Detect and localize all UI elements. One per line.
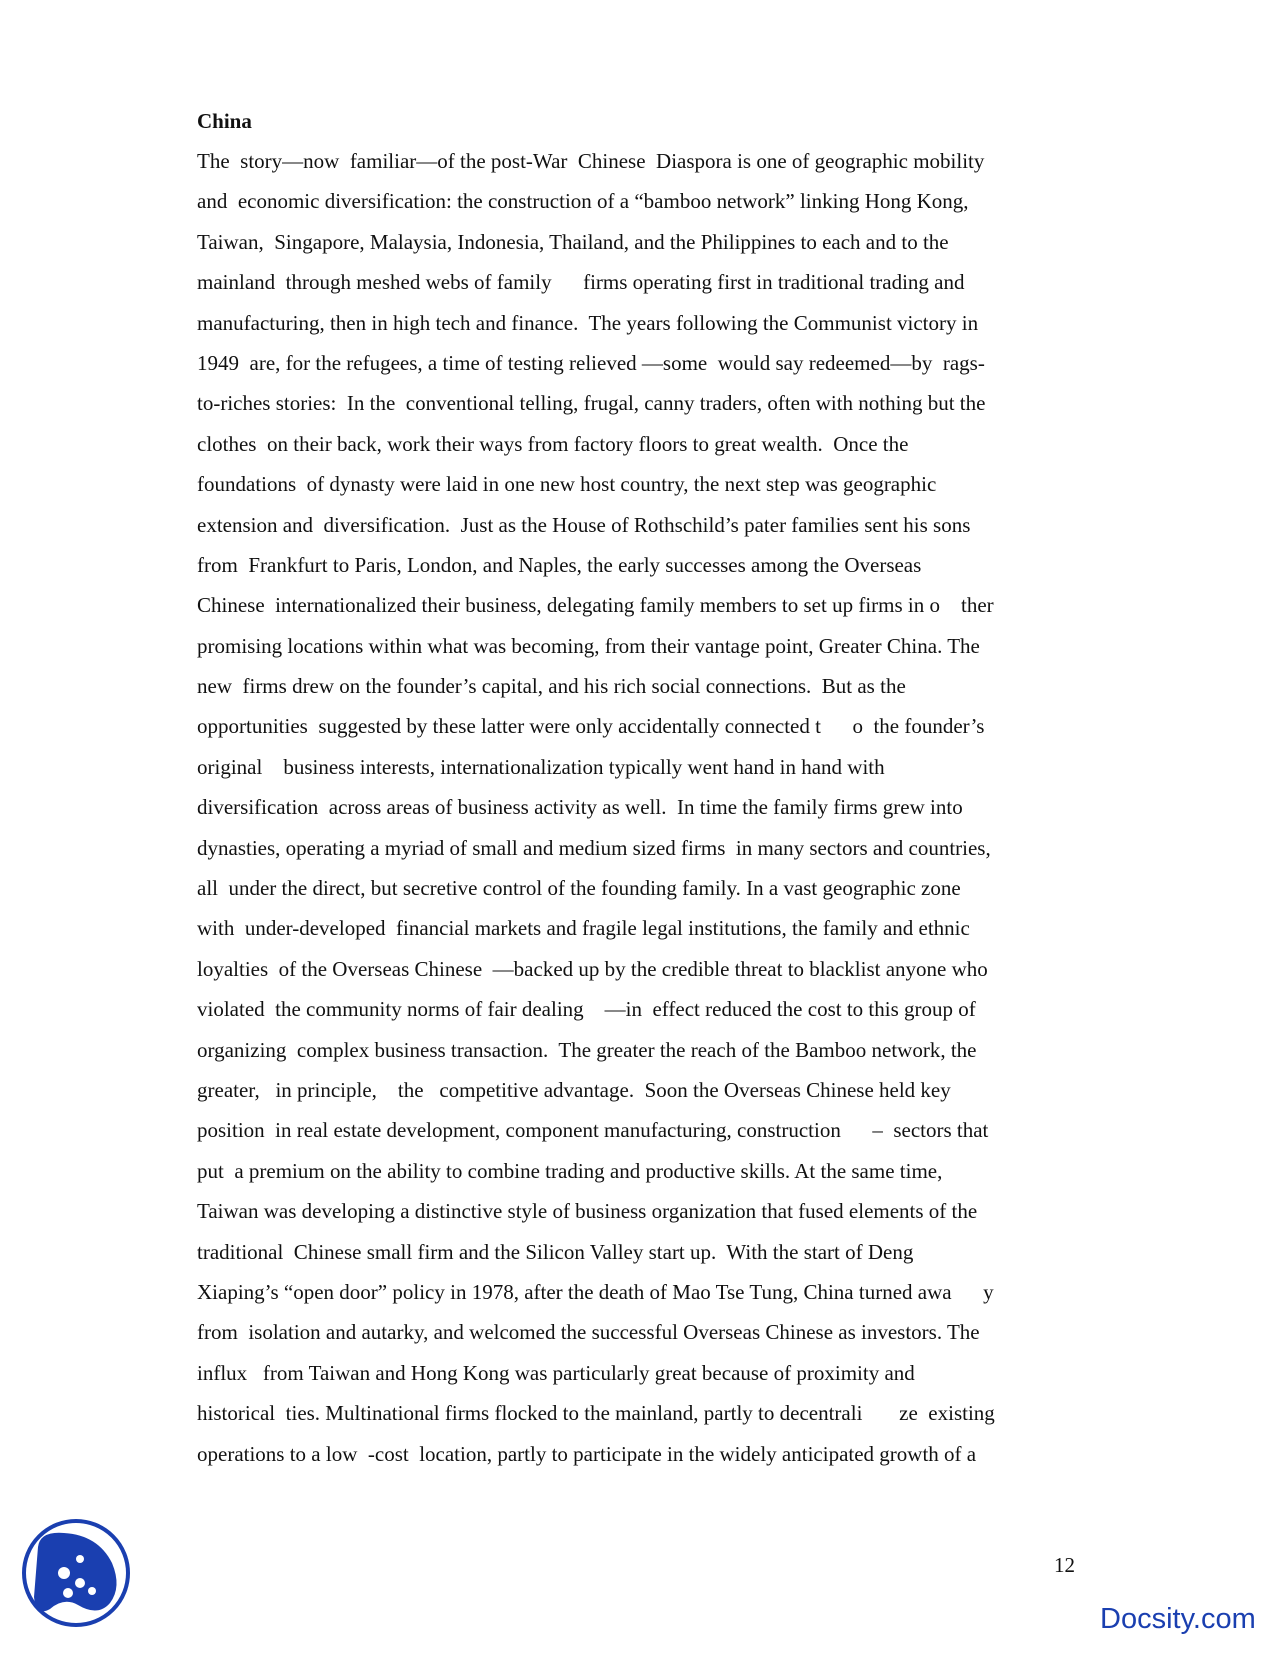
text-line: clothes on their back, work their ways from factory floors to great wealth. Once the xyxy=(197,431,909,456)
text-line: position in real estate development, component manufacturing, construction – sectors that xyxy=(197,1118,989,1143)
docsity-logo-icon xyxy=(20,1517,132,1629)
text-line: to-riches stories: In the conventional telling, frugal, canny traders, often with nothing but the xyxy=(197,391,986,416)
text-line: operations to a low -cost location, partly to participate in the widely anticipated growth of a xyxy=(197,1441,977,1466)
text-line: original business interests, internationalization typically went hand in hand with xyxy=(197,754,885,779)
text-line: organizing complex business transaction. The greater the reach of the Bamboo network, the xyxy=(197,1037,977,1062)
text-line: greater, in principle, the competitive advantage. Soon the Overseas Chinese held key xyxy=(197,1077,951,1102)
text-line: opportunities suggested by these latter were only accidentally connected t o the founder’s xyxy=(197,714,985,739)
text-line: loyalties of the Overseas Chinese —backed up by the credible threat to blacklist anyone who xyxy=(197,956,988,981)
text-line: from isolation and autarky, and welcomed the successful Overseas Chinese as investors. The xyxy=(197,1320,980,1345)
body-paragraph xyxy=(197,146,1087,1479)
text-line: put a premium on the ability to combine trading and productive skills. At the same time, xyxy=(197,1158,943,1183)
text-line: Taiwan was developing a distinctive style of business organization that fused elements of the xyxy=(197,1199,978,1224)
text-line: promising locations within what was becoming, from their vantage point, Greater China. The xyxy=(197,633,980,658)
text-line: 1949 are, for the refugees, a time of testing relieved —some would say redeemed—by rags- xyxy=(197,350,985,375)
docsity-watermark[interactable]: Docsity.com xyxy=(1100,1603,1256,1635)
text-line: with under-developed financial markets and fragile legal institutions, the family and ethnic xyxy=(197,916,970,941)
text-line: extension and diversification. Just as the House of Rothschild’s pater families sent his sons xyxy=(197,512,971,537)
text-line: historical ties. Multinational firms flocked to the mainland, partly to decentrali ze existing xyxy=(197,1401,995,1426)
text-line: Xiaping’s “open door” policy in 1978, after the death of Mao Tse Tung, China turned awa y xyxy=(197,1279,994,1304)
text-line: Taiwan, Singapore, Malaysia, Indonesia, Thailand, and the Philippines to each and to the xyxy=(197,229,949,254)
page-number: 12 xyxy=(1054,1553,1075,1577)
text-line: manufacturing, then in high tech and finance. The years following the Communist victory in xyxy=(197,310,979,335)
text-line: mainland through meshed webs of family firms operating first in traditional trading and xyxy=(197,270,965,295)
text-line: foundations of dynasty were laid in one new host country, the next step was geographic xyxy=(197,472,937,497)
text-line: traditional Chinese small firm and the Silicon Valley start up. With the start of Deng xyxy=(197,1239,914,1264)
text-line: and economic diversification: the construction of a “bamboo network” linking Hong Kong, xyxy=(197,189,969,214)
text-line: dynasties, operating a myriad of small and medium sized firms in many sectors and countries, xyxy=(197,835,991,860)
text-line: diversification across areas of business activity as well. In time the family firms grew into xyxy=(197,795,963,820)
text-line: violated the community norms of fair dealing —in effect reduced the cost to this group of xyxy=(197,997,976,1022)
text-line: new firms drew on the founder’s capital, and his rich social connections. But as the xyxy=(197,674,906,699)
text-line: influx from Taiwan and Hong Kong was particularly great because of proximity and xyxy=(197,1360,915,1385)
section-heading: China xyxy=(197,109,252,133)
text-line: all under the direct, but secretive control of the founding family. In a vast geographic zone xyxy=(197,876,961,901)
text-line: from Frankfurt to Paris, London, and Naples, the early successes among the Overseas xyxy=(197,552,922,577)
text-line: The story—now familiar—of the post-War Chinese Diaspora is one of geographic mobility xyxy=(197,149,985,173)
text-line: Chinese internationalized their business, delegating family members to set up firms in o ther xyxy=(197,593,994,618)
